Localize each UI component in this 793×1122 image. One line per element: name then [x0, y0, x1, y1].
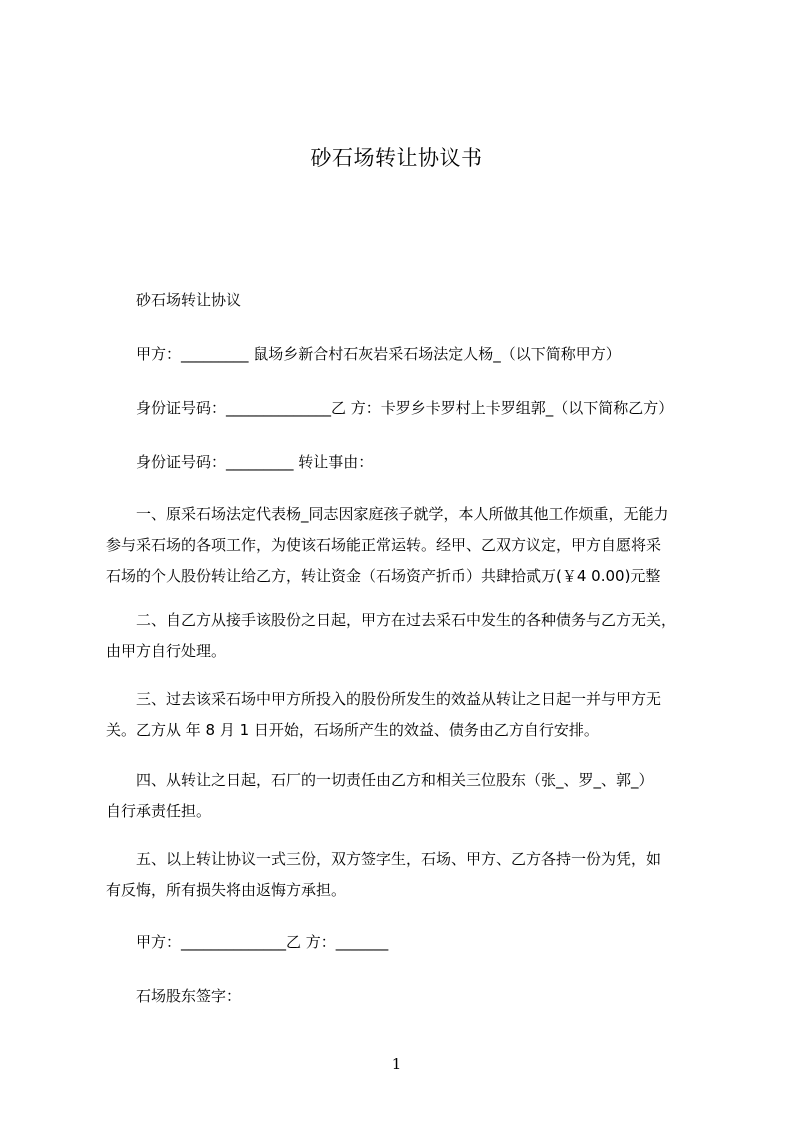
clause-2-line-1: 二、自乙方从接手该股份之日起，甲方在过去采石中发生的各种债务与乙方无关， — [136, 611, 677, 629]
page-number: 1 — [391, 1055, 402, 1073]
clause-4-line-1: 四、从转让之日起，石厂的一切责任由乙方和相关三位股东（张_、罗_、郭_） — [136, 771, 654, 789]
signature-line: 甲方：______________乙 方：_______ — [136, 933, 389, 951]
clause-1-paragraph — [106, 499, 710, 592]
clause-1-line-3: 石场的个人股份转让给乙方，转让资金（石场资产折币）共肆拾贰万(￥4 0.00)元整 — [106, 567, 661, 585]
clause-2-line-2: 由甲方自行处理。 — [106, 642, 227, 660]
clause-3-line-1: 三、过去该采石场中甲方所投入的股份所发生的效益从转让之日起一并与甲方无 — [136, 690, 662, 708]
clause-5-paragraph — [106, 844, 710, 906]
clause-1-line-2: 参与采石场的各项工作，为使该石场能正常运转。经甲、乙双方议定，甲方自愿将采 — [106, 536, 662, 554]
shareholders-signature-line: 石场股东签字： — [136, 987, 242, 1005]
clause-5-line-2: 有反悔，所有损失将由返悔方承担。 — [106, 881, 347, 899]
clause-3-paragraph — [106, 684, 710, 746]
clause-2-paragraph — [106, 605, 710, 667]
id-number-line-1: 身份证号码：______________乙 方：卡罗乡卡罗村上卡罗组郭_（以下简称乙方） — [136, 399, 674, 417]
clause-3-line-2: 关。乙方从 年 8 月 1 日开始，石场所产生的效益、债务由乙方自行安排。 — [106, 721, 599, 739]
party-a-line: 甲方：_________ 鼠场乡新合村石灰岩采石场法定人杨_（以下简称甲方） — [136, 345, 621, 363]
document-title: 砂石场转让协议书 — [310, 146, 483, 170]
agreement-subtitle: 砂石场转让协议 — [136, 291, 242, 309]
clause-4-paragraph — [106, 765, 710, 827]
clause-1-line-1: 一、原采石场法定代表杨_同志因家庭孩子就学，本人所做其他工作烦重，无能力 — [136, 505, 669, 523]
clause-5-line-1: 五、以上转让协议一式三份，双方签字生，石场、甲方、乙方各持一份为凭，如 — [136, 850, 662, 868]
clause-4-line-2: 自行承责任担。 — [106, 802, 212, 820]
id-number-line-2: 身份证号码：_________ 转让事由： — [136, 453, 374, 471]
